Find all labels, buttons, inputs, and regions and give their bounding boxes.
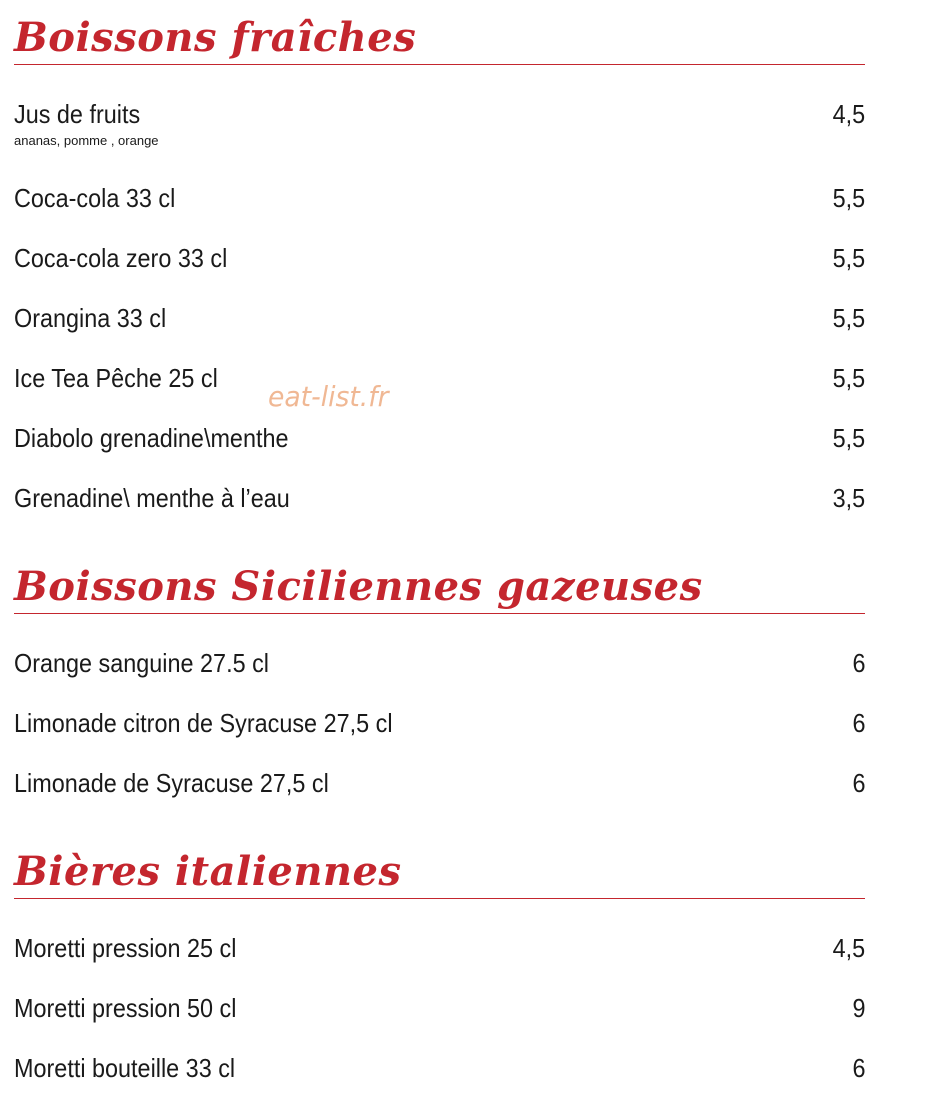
menu-item bbox=[14, 766, 865, 806]
menu-item bbox=[14, 361, 865, 401]
menu-item bbox=[14, 241, 865, 281]
menu-item bbox=[14, 1051, 865, 1091]
item-price: 5,5 bbox=[832, 423, 865, 453]
menu-item bbox=[14, 706, 865, 746]
item-name: Moretti pression 50 cl bbox=[14, 993, 237, 1023]
section-boissons-siciliennes bbox=[14, 563, 865, 614]
menu-item bbox=[14, 181, 865, 221]
menu-item bbox=[14, 421, 865, 461]
menu-item bbox=[14, 97, 865, 148]
item-price: 6 bbox=[851, 1053, 865, 1083]
section-title: Boissons fraîches bbox=[14, 18, 865, 65]
item-name: Orangina 33 cl bbox=[14, 303, 167, 333]
item-name: Limonade de Syracuse 27,5 cl bbox=[14, 768, 329, 798]
menu-item bbox=[14, 991, 865, 1031]
menu-item bbox=[14, 931, 865, 971]
item-price: 4,5 bbox=[832, 99, 865, 129]
section-bieres-italiennes bbox=[14, 848, 865, 899]
menu-item bbox=[14, 481, 865, 521]
item-name: Moretti bouteille 33 cl bbox=[14, 1053, 236, 1083]
section-boissons-fraiches bbox=[14, 14, 865, 65]
item-name: Coca-cola zero 33 cl bbox=[14, 243, 228, 273]
item-name: Grenadine\ menthe à l’eau bbox=[14, 483, 290, 513]
item-price: 5,5 bbox=[832, 363, 865, 393]
section-title: Bières italiennes bbox=[14, 852, 865, 899]
section-title: Boissons Siciliennes gazeuses bbox=[14, 567, 865, 614]
item-name: Ice Tea Pêche 25 cl bbox=[14, 363, 218, 393]
item-name: Jus de fruits bbox=[14, 99, 141, 129]
item-name: Coca-cola 33 cl bbox=[14, 183, 176, 213]
item-price: 4,5 bbox=[832, 933, 865, 963]
item-name: Orange sanguine 27.5 cl bbox=[14, 648, 269, 678]
item-price: 6 bbox=[851, 768, 865, 798]
item-price: 3,5 bbox=[832, 483, 865, 513]
item-description: ananas, pomme , orange bbox=[14, 133, 159, 148]
item-price: 9 bbox=[851, 993, 865, 1023]
item-price: 5,5 bbox=[832, 303, 865, 333]
watermark: eat-list.fr bbox=[268, 380, 389, 413]
item-name: Moretti pression 25 cl bbox=[14, 933, 237, 963]
menu-item bbox=[14, 646, 865, 686]
item-price: 5,5 bbox=[832, 243, 865, 273]
item-name: Diabolo grenadine\menthe bbox=[14, 423, 289, 453]
item-name: Limonade citron de Syracuse 27,5 cl bbox=[14, 708, 393, 738]
item-price: 6 bbox=[851, 708, 865, 738]
item-price: 5,5 bbox=[832, 183, 865, 213]
menu-item bbox=[14, 301, 865, 341]
item-price: 6 bbox=[851, 648, 865, 678]
